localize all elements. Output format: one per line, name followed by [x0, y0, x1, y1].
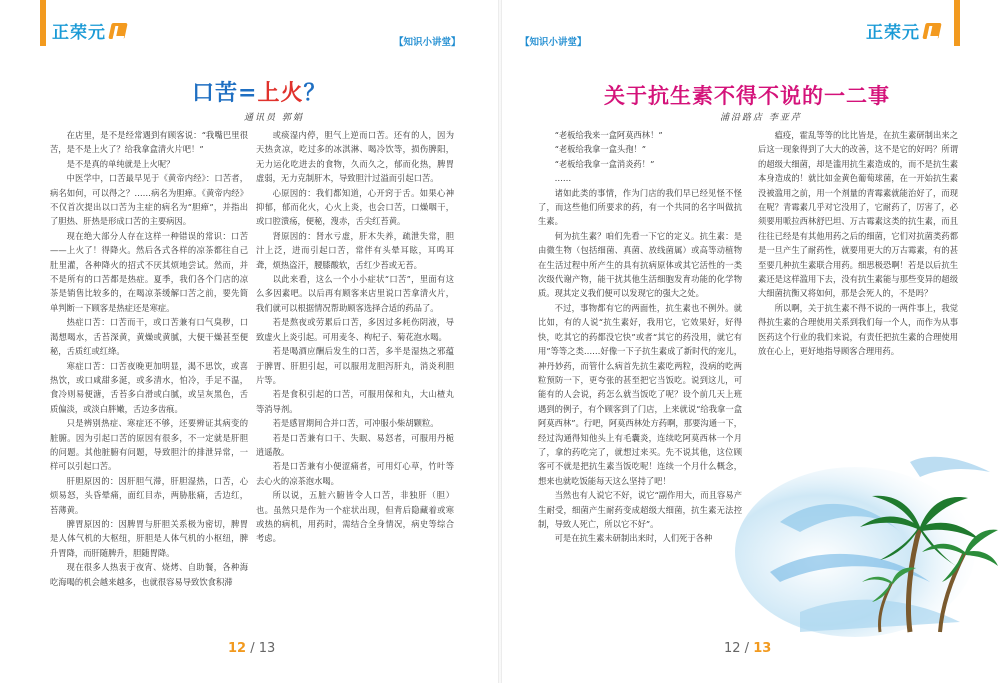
article-title: 关于抗生素不得不说的一二事 — [604, 83, 890, 108]
article-title — [192, 76, 326, 107]
brand-logo — [52, 18, 128, 43]
text-column-2 — [758, 128, 958, 357]
paragraph: 在店里，是不是经常遇到有顾客说：“我嘴巴里很苦，是不是上火了？给我拿盒清火片吧！” — [50, 130, 248, 155]
page-fold — [498, 0, 502, 683]
paragraph: 何为抗生素？咱们先看一下它的定义。抗生素：是由微生物（包括细菌、真菌、放线菌属）或高等动植物在生活过程中所产生的具有抗病原体或其它活性的一类次级代谢产物，能干扰其他生活细胞发育功能的化学物质。现其定义我们便可以发现它的强大之处。 — [538, 230, 742, 299]
paragraph: 若是食积引起的口苦，可服用保和丸，大山楂丸等消导剂。 — [256, 389, 454, 414]
paragraph: 肝胆原因的：因肝胆气滞，肝胆湿热，口苦，心烦易怒，头昏晕痛，面红目赤，两胁胀痛，舌边红，苔薄黄。 — [50, 475, 248, 515]
article-byline: 通讯员 郭娟 — [244, 113, 304, 123]
logo-text: 正荣元 — [52, 23, 106, 43]
paragraph: 心原因的：我们都知道，心开窍于舌。如果心神抑郁，郁而化火，心火上炎，也会口苦，口燥咽干，或口腔溃疡，便秘，溲赤，舌尖红苔黄。 — [256, 187, 454, 227]
brand-logo — [866, 18, 942, 43]
paragraph: “老板给我拿一盒头孢！” — [554, 144, 647, 155]
palm-tree-illustration — [760, 432, 998, 632]
title-part-1: 口苦= — [192, 80, 258, 106]
logo-text: 正荣元 — [866, 23, 920, 43]
page-total: 13 — [258, 641, 276, 656]
paragraph: 所以啊，关于抗生素不得不说的一两件事上，我觉得抗生素的合理使用关系到我们每一个人，而作为从事医药这个行业的我们来说，有责任把抗生素的合理使用放在心上，更好地指导顾客合理用药。 — [758, 302, 958, 357]
paragraph: 所以说，五脏六腑皆令人口苦，非独肝（胆）也。虽然只是作为一个症状出现，但背后隐藏着或寒或热的病机，用药时，需结合全身情况，病史等综合考虑。 — [256, 490, 454, 544]
paragraph: 若是喝酒应酬后发生的口苦，多半是湿热之邪蕴于脾胃、肝胆引起，可以服用龙胆泻肝丸，消炎利胆片等。 — [256, 346, 454, 385]
paragraph: 可是在抗生素未研制出来时，人们死于各种 — [554, 533, 713, 544]
paragraph: 脾胃原因的：因脾胃与肝胆关系极为密切，脾胃是人体气机的大枢纽，肝胆是人体气机的小枢纽，脾升胃降，而肝随脾升，胆随胃降。 — [50, 518, 248, 558]
page-prev: 12 — [724, 641, 741, 656]
paragraph: 若是感冒期间合并口苦，可冲服小柴胡颗粒。 — [272, 418, 439, 429]
text-column-2 — [256, 128, 454, 596]
text-column-1 — [538, 128, 742, 588]
title-part-2: 上火 — [257, 80, 304, 106]
paragraph: 当然也有人说它不好，说它“副作用大，而且容易产生耐受，细菌产生耐药变成超级大细菌，抗生素无法控制，导致人死亡，所以它不好”。 — [538, 490, 742, 529]
paragraph: 若是口苦兼有小便涩痛者，可用灯心草，竹叶等去心火的凉茶泡水喝。 — [256, 461, 454, 486]
section-tag: 【知识小讲堂】 — [394, 37, 461, 48]
paragraph: 瘟疫，霍乱等等的比比皆是，在抗生素研制出来之后这一现象得到了大大的改善，这不是它的好吗？所谓的超级大细菌，却是滥用抗生素造成的，而不是抗生素本身造成的！就比如金黄色葡萄球菌，在一开始抗生素没被滥用之前，用一个剂量的青霉素就能治好了，而现在呢？青霉素几乎对它没用了，它耐药了，厉害了，必须要用哌拉西林舒巴坦、万古霉素这类的抗生素，而且往往已经是有其他用药之后的细菌，它们对抗菌类药都是一旦产生了耐药性，就要用更大的万古霉素，有的甚至要几种抗生素联合用药。细思极恐啊！若是以后抗生素还是这样滥用下去，没有抗生素能与那些变异的超级大细菌抗衡又将如何，那是会死人的，不是吗？ — [758, 130, 958, 299]
logo-mark-icon — [922, 22, 942, 40]
paragraph: 只是辨别热症、寒症还不够，还要辨证其病变的脏腑。因为引起口苦的原因有很多，不一定就是肝胆的问题。其他脏腑有问题，导致胆汁的排泄异常，一样可以引起口苦。 — [50, 418, 248, 472]
page-current: 12 — [228, 641, 247, 656]
paragraph: 寒症口苦：口苦夜晚更加明显，渴不思饮，或喜热饮，或口咸甜多涎，或多清水，怕冷，手足不温，食冷则易便溏，舌苔多白滑或白腻，或呈灰黑色，舌质偏淡，或淡白胖嫩，舌边多齿痕。 — [50, 360, 248, 414]
paragraph: 若是熬夜或劳累后口苦，多因过多耗伤阴液，导致虚火上炎引起。可用麦冬、枸杞子、菊花泡水喝。 — [256, 317, 454, 342]
page-number — [724, 641, 771, 656]
paragraph: 是不是真的单纯就是上火呢？ — [66, 158, 175, 169]
paragraph: 或痰湿内停，胆气上逆而口苦。还有的人，因为天热贪凉，吃过多的冰淇淋、喝冷饮等，损伤脾阳，无力运化吃进去的食物，久而久之，郁而化热，脾胃虚弱，无力克制肝木，导致胆汁过溢而引起口苦。 — [256, 130, 454, 184]
paragraph: 不过，事物都有它的两面性，抗生素也不例外。就比如，有的人说“抗生素好，我用它，它效果好，好得快，吃其它的药都没它快”或者“其它的药没用，就它有用”等等之类……好像一下子抗生素成了新时代的宠儿，神丹妙药，而管什么病首先抗生素吃两粒，没病的吃两粒预防一下，更夸张的甚至把它当饭吃。说到这儿，可能有的人会说，药怎么就当饭吃了呢？设个前几天上班遇到的例子，有个顾客到了门店，上来就说“给我拿一盒阿莫西林”。行吧，阿莫西林处方药啊，那要沟通一下，经过沟通得知他头上有毛囊炎，连续吃阿莫西林一个月了，拿的药吃完了，就想过来买。先不说其他，这位顾客可不就是把抗生素当饭吃呢！连续一个月什么概念，想来也就吃饭能每天这么坚持了吧！ — [538, 302, 742, 486]
paragraph: “老板给我拿一盒消炎药！” — [554, 158, 655, 169]
page-number — [228, 641, 275, 656]
logo-mark-icon — [108, 22, 128, 40]
paragraph: “老板给我来一盒阿莫西林！” — [554, 130, 663, 140]
paragraph: 中医学中，口苦最早见于《黄帝内经》：口苦者，病名如何，可以得之？……病名为胆瘅。《黄帝内经》不仅首次提出以口苦为主症的病名为“胆瘅”，并指出了胆热、肝热是形成口苦的主要病因。 — [50, 173, 248, 227]
page-separator: / — [246, 641, 259, 656]
text-column-1 — [50, 128, 248, 596]
paragraph: 若是口苦兼有口干、失眠、易怒者，可服用丹栀逍遥散。 — [256, 432, 454, 457]
orange-accent-bar — [954, 0, 960, 46]
page-separator: / — [740, 641, 754, 656]
paragraph: 现在很多人热衷于夜宵、烧烤、自助餐，各种海吃海喝的机会越来越多，也就很容易导致饮食积滞 — [50, 562, 248, 587]
page-current: 13 — [753, 641, 772, 656]
paragraph: …… — [554, 173, 572, 184]
paragraph: 热症口苦：口苦而干，或口苦兼有口气臭秽，口渴想喝水，舌苔深黄，黄燥或黄腻，大便干燥甚至便秘，舌质红或红绛。 — [50, 317, 248, 357]
paragraph: 以此来看，这么一个小小症状“口苦”，里面有这么多因素吧。以后再有顾客来店里说口苦拿清火片，我们就可以根据情况帮助顾客选择合适的药品了。 — [256, 274, 454, 313]
paragraph: 现在绝大部分人存在这样一种错误的常识：口苦——上火了！得降火。然后各式各样的凉茶都往自己肚里灌，各种降火的招式不厌其烦地尝试。然而，并不是所有的口苦都是热症。夏季，我们各个门店的凉茶是销售比较多的，在喝凉茶缓解口苦之前，要先简单判断一下顾客是热症还是寒症。 — [50, 230, 248, 313]
paragraph: 肾原因的：肾水亏虚，肝木失养，疏泄失常，胆汁上泛，进而引起口苦，常伴有头晕耳眩，耳鸣耳聋，烦热盗汗，腰膝酸软，舌红少苔或无苔。 — [256, 230, 454, 270]
article-byline: 浦沿路店 李亚芹 — [720, 113, 802, 123]
orange-accent-bar — [40, 0, 46, 46]
title-part-3: ？ — [303, 80, 327, 106]
section-tag: 【知识小讲堂】 — [520, 37, 587, 48]
paragraph: 诸如此类的事情，作为门店的我们早已经见怪不怪了，而这些他们所要求的药，有一个共同的名字叫做抗生素。 — [538, 187, 742, 227]
